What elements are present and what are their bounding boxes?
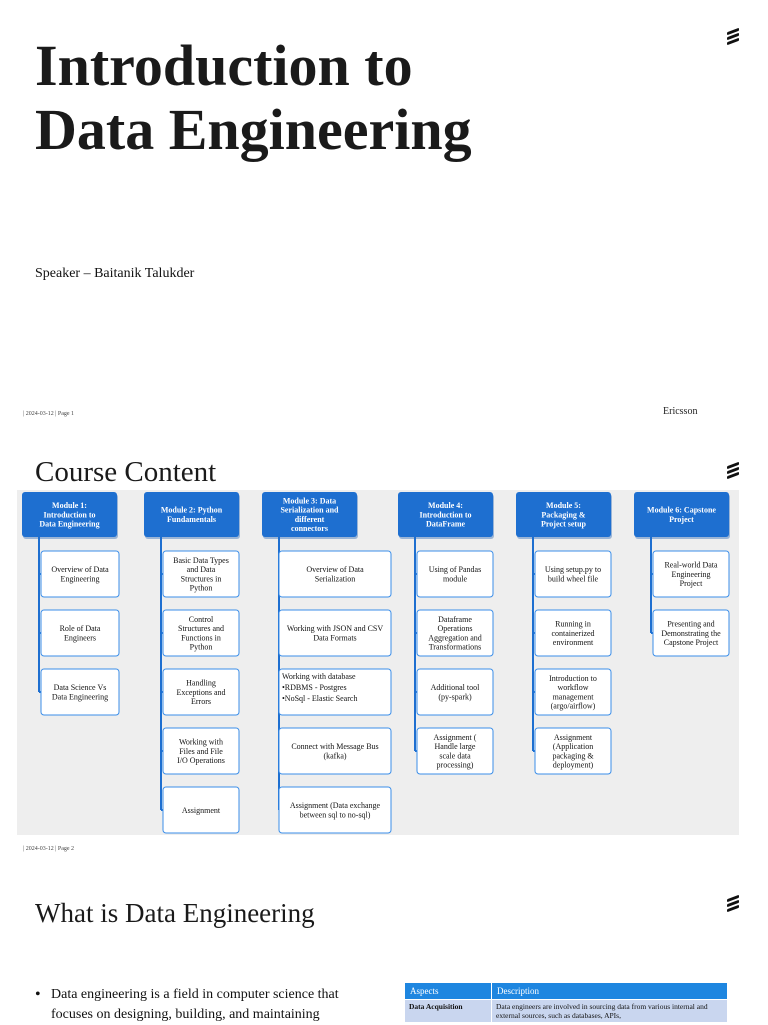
- module-item-label: Using setup.py to build wheel file: [544, 565, 602, 584]
- slide2-title: Course Content: [35, 456, 217, 488]
- module-header-label: Module 1: Introduction to Data Engineering: [39, 501, 100, 529]
- module-item-label: Assignment ( Handle large scale data processing): [433, 733, 477, 770]
- module-item-label: Additional tool (py-spark): [430, 683, 480, 702]
- course-content-diagram: [17, 490, 739, 835]
- module-header-label: Module 2: Python Fundamentals: [160, 505, 223, 524]
- module-item-label: Working with JSON and CSV Data Formats: [286, 624, 384, 643]
- module-item-label: Running in containerized environment: [551, 619, 595, 647]
- title-line-1: Introduction to: [35, 33, 413, 98]
- aspects-table: [404, 982, 728, 1023]
- title-line-2: Data Engineering: [35, 97, 472, 162]
- ericsson-logo-icon: [727, 30, 739, 45]
- slide1-title: [35, 34, 595, 162]
- module-column-2: [144, 492, 240, 833]
- module-item-label: Control Structures and Functions in Python: [178, 615, 224, 652]
- module-item-label: Overview of Data Serialization: [306, 565, 364, 584]
- company-name: Ericsson: [663, 406, 698, 417]
- module-column-5: [516, 492, 612, 774]
- module-header-label: Module 6: Capstone Project: [647, 505, 716, 524]
- ericsson-logo-icon: [727, 464, 739, 479]
- slide3-title: What is Data Engineering: [35, 898, 315, 928]
- bullet-list: [35, 985, 380, 1025]
- module-item-label: Using of Pandas module: [428, 565, 482, 584]
- table-cell-description: Data engineers are involved in sourcing data from various internal and external sources, such as databases, APIs,: [492, 1000, 728, 1023]
- table-header-row: [405, 983, 728, 1000]
- module-item-label: Basic Data Types and Data Structures in Python: [173, 556, 229, 593]
- module-header-label: Module 4: Introduction to DataFrame: [419, 501, 472, 529]
- module-item-label: Presenting and Demonstrating the Capstone Project: [661, 619, 721, 647]
- module-header-label: Module 5: Packaging & Project setup: [541, 501, 586, 529]
- module-column-6: [634, 492, 730, 656]
- module-item-label: Assignment (Application packaging & deployment): [552, 733, 594, 770]
- table-header-aspects: Aspects: [405, 983, 492, 1000]
- module-header-label: Module 3: Data Serialization and different connectors: [280, 496, 339, 534]
- module-item-label: Connect with Message Bus (kafka): [291, 742, 379, 761]
- module-item-label: Dataframe Operations Aggregation and Transformations: [428, 615, 482, 652]
- slide2-footer: | 2024-03-12 | Page 2: [23, 846, 75, 852]
- module-item-label: Handling Exceptions and Errors: [176, 678, 226, 706]
- table-cell-aspect: Data Acquisition: [405, 1000, 492, 1023]
- module-item-label: Introduction to workflow management (argo/airflow): [549, 674, 597, 711]
- module-item-label: Data Science Vs Data Engineering: [51, 683, 109, 702]
- table-header-description: Description: [492, 983, 728, 1000]
- speaker-label: Speaker – Baitanik Talukder: [35, 266, 195, 281]
- module-item-label: Overview of Data Engineering: [51, 565, 109, 584]
- ericsson-logo-icon: [727, 897, 739, 912]
- table-row: [405, 1000, 728, 1023]
- module-column-3: [262, 492, 391, 833]
- bullet-item: • Data engineering is a field in computer science that focuses on designing, building, and maintaining: [35, 985, 380, 1025]
- module-item-label: Role of Data Engineers: [59, 624, 101, 643]
- slide1-footer: | 2024-03-12 | Page 1: [23, 411, 75, 417]
- module-item-label: Real-world Data Engineering Project: [664, 560, 718, 588]
- module-item-label: Working with database •RDBMS - Postgres •NoSql - Elastic Search: [282, 672, 358, 703]
- module-item-label: Working with Files and File I/O Operations: [177, 737, 225, 765]
- module-column-1: [22, 492, 119, 715]
- module-item-label: Assignment: [181, 805, 221, 815]
- module-item-label: Assignment (Data exchange between sql to no-sql): [289, 801, 381, 820]
- module-column-4: [398, 492, 494, 774]
